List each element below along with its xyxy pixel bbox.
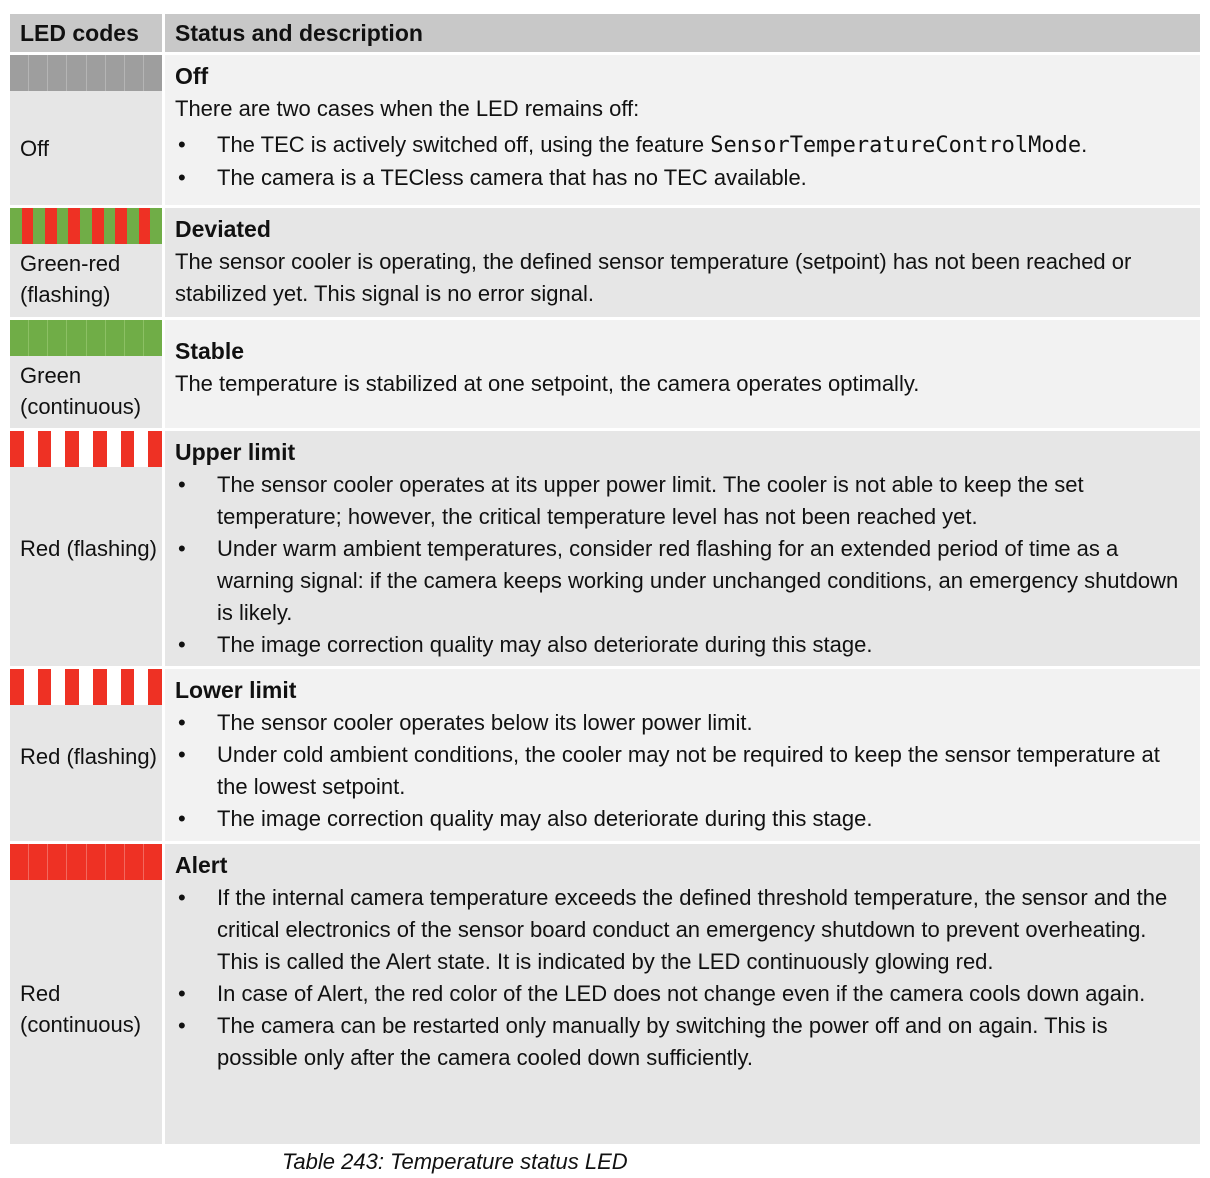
desc-cell-stable (165, 320, 1200, 428)
led-label-lower-limit: Red (flashing) (20, 744, 157, 769)
table-row-upper-limit (10, 428, 1200, 666)
table-row-alert (10, 841, 1200, 1144)
list-item: • If the internal camera temperature exceeds the defined threshold temperature, the sensor and the critical electronics of the sensor board conduct an emergency shutdown to prevent overheating. This is called the Alert state. It is indicated by the LED continuously glowing red. (178, 885, 1168, 974)
desc-cell-lower-limit (165, 669, 1200, 841)
list-item: • The image correction quality may also deteriorate during this stage. (178, 806, 873, 831)
led-cell-alert (10, 844, 165, 1144)
table-row-deviated (10, 205, 1200, 317)
desc-cell-alert (165, 844, 1200, 1144)
led-cell-deviated (10, 208, 165, 317)
led-label-off: Off (20, 136, 49, 161)
led-label-stable: Green (continuous) (20, 363, 142, 419)
status-title-alert: Alert (175, 852, 228, 878)
feature-code: SensorTemperatureControlMode (710, 133, 1082, 158)
table-row-off (10, 52, 1200, 205)
table-row-lower-limit (10, 666, 1200, 841)
table-header-row (10, 14, 1200, 52)
header-led-codes: LED codes (20, 20, 139, 46)
led-bar-gray (10, 55, 162, 91)
table-caption: Table 243: Temperature status LED (282, 1149, 628, 1174)
led-cell-upper-limit (10, 431, 165, 666)
bullet-list-upper-limit (175, 469, 1190, 661)
status-title-upper-limit: Upper limit (175, 439, 296, 465)
led-status-table (10, 14, 1200, 1144)
led-label-alert: Red (continuous) (20, 981, 142, 1037)
list-item: • Under warm ambient temperatures, consider red flashing for an extended period of time as a warning signal: if the camera keeps working under unchanged conditions, an emergency shutdown is likely. (178, 536, 1179, 625)
led-cell-off (10, 55, 165, 205)
led-label-deviated: Green-red (flashing) (20, 251, 121, 307)
led-bar-red-flashing (10, 431, 162, 467)
list-item: • The sensor cooler operates at its upper power limit. The cooler is not able to keep the set temperature; however, the critical temperature level has not been reached yet. (178, 472, 1084, 529)
header-led-codes-cell (10, 14, 165, 52)
status-title-stable: Stable (175, 338, 245, 364)
led-bar-green-red (10, 208, 162, 244)
status-text-stable: The temperature is stabilized at one setpoint, the camera operates optimally. (175, 371, 920, 396)
list-item: • In case of Alert, the red color of the LED does not change even if the camera cools down again. (178, 981, 1146, 1006)
table-row-stable (10, 317, 1200, 428)
led-cell-stable (10, 320, 165, 428)
list-item: • The image correction quality may also deteriorate during this stage. (178, 632, 873, 657)
list-item: • The sensor cooler operates below its lower power limit. (178, 710, 753, 735)
list-item: • The camera is a TECless camera that has no TEC available. (178, 165, 807, 190)
list-item: • The camera can be restarted only manually by switching the power off and on again. This is possible only after the camera cooled down sufficiently. (178, 1013, 1108, 1070)
header-status-cell (165, 14, 1200, 52)
bullet-list-alert (175, 882, 1190, 1074)
header-status-description: Status and description (175, 20, 423, 46)
led-bar-red-flashing (10, 669, 162, 705)
led-label-upper-limit: Red (flashing) (20, 536, 157, 561)
list-item: • Under cold ambient conditions, the cooler may not be required to keep the sensor temperature at the lowest setpoint. (178, 742, 1160, 799)
list-item: • The TEC is actively switched off, using the feature SensorTemperatureControlMode. (178, 132, 1088, 158)
desc-cell-upper-limit (165, 431, 1200, 666)
bullet-list-off (175, 129, 1190, 194)
led-cell-lower-limit (10, 669, 165, 841)
status-intro-off: There are two cases when the LED remains off: (175, 96, 640, 121)
status-title-off: Off (175, 63, 209, 89)
status-title-lower-limit: Lower limit (175, 677, 297, 703)
status-text-deviated: The sensor cooler is operating, the defined sensor temperature (setpoint) has not been reached or stabilized yet. This signal is no error signal. (175, 249, 1132, 306)
desc-cell-off (165, 55, 1200, 205)
status-title-deviated: Deviated (175, 216, 271, 242)
desc-cell-deviated (165, 208, 1200, 317)
led-bar-red-continuous (10, 844, 162, 880)
led-bar-green (10, 320, 162, 356)
bullet-list-lower-limit (175, 707, 1190, 835)
